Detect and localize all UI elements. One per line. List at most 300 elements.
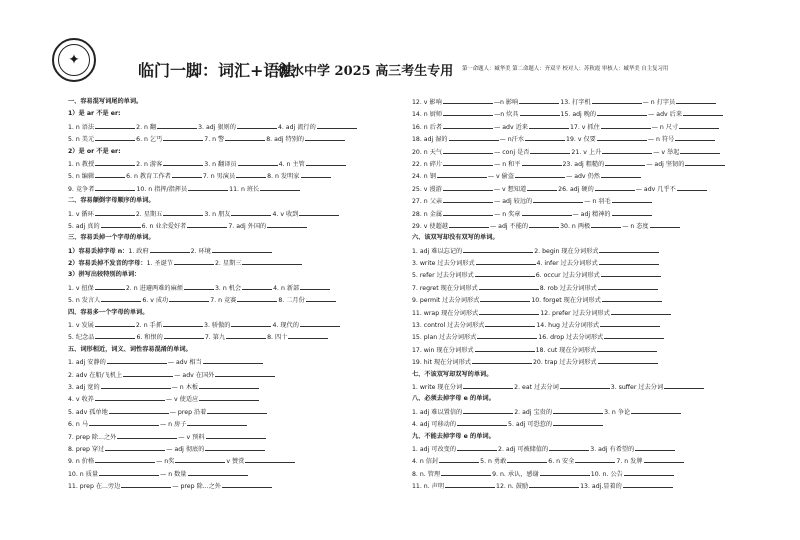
item-label: 2. n 手抓: [135, 322, 163, 330]
answer-blank[interactable]: [685, 158, 725, 166]
item-label: 15. plan 过去分词形式: [412, 334, 477, 342]
item-label: 4. n 主管: [278, 160, 305, 168]
answer-blank[interactable]: [184, 282, 214, 290]
answer-blank[interactable]: [592, 96, 642, 104]
item-label: — adv 相当: [167, 359, 202, 367]
exercise-row: [68, 381, 388, 393]
exercise-row: [68, 257, 388, 269]
answer-blank[interactable]: [479, 282, 539, 290]
answer-blank[interactable]: [623, 480, 673, 488]
section-heading: 二、容易颠倒字母顺序的单词。: [68, 197, 155, 205]
item-label: 20. trap 过去分词形式: [532, 359, 597, 367]
item-label: 24. n 钢: [412, 173, 436, 181]
item-label: 5. n 发言人: [68, 297, 101, 305]
item-label: 2. 环境: [190, 247, 211, 255]
answer-blank[interactable]: [675, 133, 715, 141]
answer-blank[interactable]: [485, 319, 535, 327]
exercise-row: [412, 294, 742, 306]
answer-blank[interactable]: [95, 133, 135, 141]
exercise-row: [412, 245, 742, 257]
answer-blank[interactable]: [522, 158, 562, 166]
answer-blank[interactable]: [601, 269, 661, 277]
item-label: — prep 除...之外: [172, 483, 221, 491]
answer-blank[interactable]: [664, 381, 704, 389]
section-heading: 四、容易多一个字母的单词。: [68, 308, 149, 316]
item-label: — n汗水: [499, 136, 525, 144]
answer-blank[interactable]: [443, 208, 493, 216]
answer-blank[interactable]: [95, 319, 135, 327]
item-label: 1. 政府: [128, 247, 149, 255]
answer-blank[interactable]: [95, 208, 135, 216]
answer-blank[interactable]: [199, 393, 259, 401]
answer-blank[interactable]: [602, 146, 652, 154]
page-subtitle: 衡水中学 2025 高三考生专用: [278, 64, 454, 79]
exercise-row: [412, 356, 742, 368]
answer-blank[interactable]: [605, 158, 645, 166]
answer-blank[interactable]: [476, 257, 536, 265]
answer-blank[interactable]: [472, 356, 532, 364]
item-label: 6. n 教育工作者: [126, 173, 171, 181]
answer-blank[interactable]: [306, 294, 336, 302]
exercise-row: [68, 294, 388, 306]
answer-blank[interactable]: [187, 418, 247, 426]
answer-blank[interactable]: [105, 443, 165, 451]
answer-blank[interactable]: [317, 121, 357, 129]
answer-blank[interactable]: [188, 468, 248, 476]
section-heading: 七、不该双写却双写的单词。: [412, 370, 493, 378]
answer-blank[interactable]: [226, 331, 266, 339]
item-label: 26. adj 硬的: [558, 185, 594, 193]
answer-blank[interactable]: [598, 282, 658, 290]
item-label: 5. 纪念品: [68, 334, 95, 342]
item-label: 1. adj 可改变的: [412, 445, 457, 453]
answer-blank[interactable]: [437, 170, 487, 178]
answer-blank[interactable]: [300, 319, 340, 327]
exercise-row: [412, 121, 742, 133]
item-label: 9. permit 过去分词形式: [412, 297, 480, 305]
item-label: 1. v 循环: [68, 210, 94, 218]
answer-blank[interactable]: [150, 245, 190, 253]
answer-blank[interactable]: [206, 431, 266, 439]
item-label: 11. n. 声明: [412, 483, 445, 491]
exercise-row: [412, 443, 742, 455]
item-label: — n 羽毛: [584, 198, 611, 206]
answer-blank[interactable]: [519, 96, 559, 104]
item-label: 3. n 翻译员: [204, 160, 237, 168]
author-meta: 第一命题人：臧华美 第二命题人：齐双平 校对人：苏秋霞 审核人：臧华美 自主复习用: [462, 66, 669, 72]
item-label: 12. prefer 过去分词形式: [540, 309, 610, 317]
answer-blank[interactable]: [107, 356, 167, 364]
answer-blank[interactable]: [475, 269, 535, 277]
item-label: 5. adj 可恐惹的: [508, 421, 553, 429]
answer-blank[interactable]: [680, 146, 720, 154]
answer-blank[interactable]: [164, 331, 204, 339]
item-label: 14. n 厨师: [412, 111, 443, 119]
answer-blank[interactable]: [163, 133, 203, 141]
item-label: 13. 打字机: [560, 99, 591, 106]
answer-blank[interactable]: [95, 331, 135, 339]
item-label: 2. eat 过去分词: [514, 383, 559, 391]
exercise-row: [68, 331, 388, 343]
answer-blank[interactable]: [477, 331, 537, 339]
item-label: 9. n. 承认，感谢: [492, 470, 539, 478]
answer-blank[interactable]: [443, 96, 493, 104]
answer-blank[interactable]: [95, 170, 125, 178]
item-label: 17. v 抓住: [569, 123, 600, 131]
answer-blank[interactable]: [301, 170, 331, 178]
item-label: 3. adj 有希望的: [590, 445, 635, 453]
item-label: 16. drop 过去分词形式: [538, 334, 604, 342]
answer-blank[interactable]: [591, 220, 621, 228]
answer-blank[interactable]: [533, 195, 583, 203]
answer-blank[interactable]: [677, 183, 707, 191]
exercise-row: [68, 158, 388, 170]
item-label: 17. win 现在分词形式: [412, 346, 474, 354]
answer-blank[interactable]: [553, 406, 603, 414]
answer-blank[interactable]: [463, 381, 513, 389]
item-label: — n 和平: [494, 160, 521, 168]
item-label: 4. v 收养: [68, 396, 94, 404]
answer-blank[interactable]: [443, 108, 493, 116]
item-label: 8. n. 管理: [412, 470, 441, 478]
answer-blank[interactable]: [679, 121, 719, 129]
answer-blank[interactable]: [199, 381, 259, 389]
answer-blank[interactable]: [529, 121, 569, 129]
item-label: 13. adj.显着的: [580, 483, 622, 491]
answer-blank[interactable]: [101, 294, 141, 302]
item-label: 3. adj 宽的: [68, 383, 100, 391]
exercise-row: [412, 158, 742, 170]
exercise-row: [412, 96, 742, 108]
item-label: 1. n 语法: [68, 123, 95, 131]
item-label: 11. prep 在...旁边: [68, 483, 121, 491]
item-label: — v 想知道: [493, 185, 527, 193]
item-label: 27. n 父亲: [412, 198, 443, 206]
exercise-row: [68, 220, 388, 232]
answer-blank[interactable]: [174, 257, 214, 265]
exercise-row: [68, 133, 388, 145]
answer-blank[interactable]: [443, 183, 493, 191]
answer-blank[interactable]: [612, 195, 652, 203]
answer-blank[interactable]: [288, 331, 328, 339]
item-label: — conj 是否: [494, 148, 530, 156]
answer-blank[interactable]: [222, 480, 272, 488]
answer-blank[interactable]: [683, 108, 723, 116]
answer-blank[interactable]: [597, 108, 647, 116]
item-label: 6. n 业余爱好者: [141, 222, 187, 230]
answer-blank[interactable]: [525, 133, 565, 141]
item-label: — prep 沿着: [169, 408, 207, 416]
answer-blank[interactable]: [601, 170, 641, 178]
answer-blank[interactable]: [449, 133, 499, 141]
answer-blank[interactable]: [650, 220, 680, 228]
item-label: — adv 几乎不: [635, 185, 676, 193]
answer-blank[interactable]: [205, 443, 265, 451]
answer-blank[interactable]: [507, 455, 547, 463]
item-label: — v 偷盗: [487, 173, 515, 181]
answer-blank[interactable]: [601, 121, 651, 129]
answer-blank[interactable]: [445, 480, 495, 488]
item-label: 21. v 上升: [571, 148, 602, 156]
item-label: 8. rob 过去分词形式: [539, 284, 597, 292]
answer-blank[interactable]: [123, 369, 173, 377]
item-label: — n 符号: [647, 136, 675, 144]
answer-blank[interactable]: [631, 406, 681, 414]
exercise-row: [412, 269, 742, 281]
answer-blank[interactable]: [95, 121, 135, 129]
answer-blank[interactable]: [236, 170, 266, 178]
answer-blank[interactable]: [169, 294, 209, 302]
item-label: 10. n. 公告: [590, 470, 623, 478]
item-label: 11. n 班长: [229, 185, 260, 193]
section-heading: 九、不能去掉字母 e 的单词。: [412, 432, 495, 440]
answer-blank[interactable]: [439, 455, 479, 463]
answer-blank[interactable]: [549, 443, 589, 451]
answer-blank[interactable]: [530, 146, 570, 154]
item-label: 29. v 使超越: [412, 222, 448, 230]
answer-blank[interactable]: [624, 468, 674, 476]
answer-blank[interactable]: [553, 418, 603, 426]
answer-blank[interactable]: [95, 393, 165, 401]
answer-blank[interactable]: [306, 158, 346, 166]
answer-blank[interactable]: [441, 468, 491, 476]
exercise-row: [412, 455, 742, 467]
answer-blank[interactable]: [242, 282, 272, 290]
answer-blank[interactable]: [599, 257, 659, 265]
exercise-row: [68, 418, 388, 430]
item-label: 7. regret 现在分词形式: [412, 284, 478, 292]
exercise-row: [68, 183, 388, 195]
answer-blank[interactable]: [237, 121, 277, 129]
answer-blank[interactable]: [95, 158, 135, 166]
answer-blank[interactable]: [602, 294, 662, 302]
answer-blank[interactable]: [575, 455, 615, 463]
exercise-row: [412, 108, 742, 120]
answer-blank[interactable]: [305, 133, 345, 141]
answer-blank[interactable]: [242, 257, 302, 265]
item-label: 8. 四十: [267, 334, 288, 342]
item-label: — adv 后来: [648, 111, 683, 119]
item-label: 5. adj 真的: [68, 222, 100, 230]
answer-blank[interactable]: [604, 331, 664, 339]
item-label: 5. adv 孤单地: [68, 408, 108, 416]
answer-blank[interactable]: [443, 121, 493, 129]
answer-blank[interactable]: [188, 183, 228, 191]
exercise-row: [68, 468, 388, 480]
item-label: — adv 在国外: [174, 371, 215, 379]
exercise-row: [412, 468, 742, 480]
answer-blank[interactable]: [163, 208, 203, 216]
answer-blank[interactable]: [599, 245, 659, 253]
section-heading: 三、容易丢掉一个字母的单词。: [68, 234, 155, 242]
answer-blank[interactable]: [463, 245, 533, 253]
answer-blank[interactable]: [231, 208, 271, 216]
item-label: 9. n 价格: [68, 458, 95, 466]
answer-blank[interactable]: [611, 307, 671, 315]
answer-blank[interactable]: [225, 133, 265, 141]
answer-blank[interactable]: [299, 208, 339, 216]
answer-blank[interactable]: [89, 418, 159, 426]
item-label: 7. adj 外国的: [228, 222, 267, 230]
item-label: 8. n 发明家: [267, 173, 300, 181]
item-label: 2. adv 在船/飞机上: [68, 371, 123, 379]
item-label: 3. 骄傲的: [204, 322, 231, 330]
answer-blank[interactable]: [121, 480, 171, 488]
item-label: 7. n 发牌: [616, 458, 643, 466]
answer-blank[interactable]: [109, 406, 169, 414]
answer-blank[interactable]: [157, 121, 197, 129]
item-label: 6. n 乞丐: [136, 136, 163, 144]
answer-blank[interactable]: [527, 183, 557, 191]
answer-blank[interactable]: [522, 208, 572, 216]
exercise-row: [68, 319, 388, 331]
answer-blank[interactable]: [101, 220, 141, 228]
item-label: — n奖: [156, 458, 175, 466]
answer-blank[interactable]: [238, 158, 278, 166]
item-label: 13. control 过去分词形式: [412, 322, 485, 330]
item-label: 9. 竞争者: [68, 185, 95, 193]
answer-blank[interactable]: [117, 431, 177, 439]
exercise-row: [68, 282, 388, 294]
exercise-row: [68, 431, 388, 443]
item-label: 19. v 仅要: [566, 136, 596, 144]
answer-blank[interactable]: [520, 108, 560, 116]
item-label: — n 尺寸: [651, 123, 679, 131]
item-label: 1. v 发展: [68, 322, 94, 330]
item-label: 5. n 美元: [68, 136, 95, 144]
answer-blank[interactable]: [187, 220, 227, 228]
item-label: 2. n 进避两难的麻烦: [125, 284, 183, 292]
exercise-row: [412, 282, 742, 294]
answer-blank[interactable]: [560, 381, 610, 389]
item-label: — v 预料: [178, 433, 205, 441]
answer-blank[interactable]: [95, 282, 125, 290]
answer-blank[interactable]: [529, 220, 559, 228]
subsection-heading: 2）是 or 不是 er:: [68, 147, 121, 155]
answer-blank[interactable]: [237, 294, 277, 302]
item-label: 7. prep 除...之外: [68, 433, 117, 441]
item-label: 20. n 天气: [412, 148, 443, 156]
item-label: 25. v 漫游: [412, 185, 442, 193]
answer-blank[interactable]: [443, 158, 493, 166]
answer-blank[interactable]: [101, 381, 171, 389]
answer-blank[interactable]: [95, 183, 135, 191]
item-label: 4. n 新部: [273, 284, 300, 292]
item-label: 1. v 扭保: [68, 284, 94, 292]
answer-blank[interactable]: [260, 183, 300, 191]
answer-blank[interactable]: [479, 307, 539, 315]
answer-blank[interactable]: [457, 418, 507, 426]
item-label: 7. n 男演员: [202, 173, 236, 181]
item-label: 23. adj 粗糙的: [562, 160, 605, 168]
exercise-row: [412, 195, 742, 207]
answer-blank[interactable]: [676, 96, 716, 104]
item-label: — v 举起: [653, 148, 680, 156]
item-label: 2）容易丢掉不发音的字母：: [68, 260, 147, 268]
answer-blank[interactable]: [597, 344, 657, 352]
item-label: 16. n 后者: [412, 123, 443, 131]
answer-blank[interactable]: [595, 183, 635, 191]
exercise-row: [412, 257, 742, 269]
item-label: 5. n 编辑: [68, 173, 95, 181]
item-label: 8. adj 特别的: [266, 136, 305, 144]
answer-blank[interactable]: [475, 344, 535, 352]
answer-blank[interactable]: [95, 455, 155, 463]
answer-blank[interactable]: [457, 443, 497, 451]
section-heading: 一、容易混写词尾的单词。: [68, 98, 143, 105]
exercise-row: [412, 418, 742, 430]
item-label: — adj 精神的: [572, 210, 611, 218]
answer-blank[interactable]: [480, 294, 530, 302]
item-label: 4. adj 可移动的: [412, 421, 457, 429]
item-label: v 赞赏: [226, 458, 245, 466]
item-label: 2. n 游客: [136, 160, 163, 168]
answer-blank[interactable]: [443, 195, 493, 203]
answer-blank[interactable]: [612, 208, 652, 216]
answer-blank[interactable]: [540, 468, 590, 476]
answer-blank[interactable]: [99, 468, 159, 476]
exercise-row: [412, 133, 742, 145]
answer-blank[interactable]: [635, 443, 675, 451]
left-column: [68, 96, 388, 493]
answer-blank[interactable]: [529, 480, 579, 488]
page-title: 临门一脚：词汇+语法: [138, 61, 296, 80]
answer-blank[interactable]: [449, 220, 489, 228]
item-label: 10. n 指挥/指挥员: [136, 185, 188, 193]
item-label: 10. n 质量: [68, 470, 99, 478]
item-label: 7. n 竞赛: [210, 297, 237, 305]
item-label: — adv 近来: [494, 123, 528, 131]
answer-blank[interactable]: [245, 455, 295, 463]
answer-blank[interactable]: [215, 369, 275, 377]
exercise-row: [68, 393, 388, 405]
item-label: 1. 圣诞节: [146, 260, 173, 268]
item-label: — adv 仍然: [566, 173, 600, 181]
answer-blank[interactable]: [212, 245, 272, 253]
answer-blank[interactable]: [515, 170, 565, 178]
answer-blank[interactable]: [163, 158, 203, 166]
answer-blank[interactable]: [207, 406, 267, 414]
subsection-heading: 1）是 ar 不是 er:: [68, 110, 121, 118]
exercise-row: [68, 121, 388, 133]
answer-blank[interactable]: [644, 455, 684, 463]
exercise-row: [412, 183, 742, 195]
item-label: 4. v 收到: [272, 210, 299, 218]
answer-blank[interactable]: [267, 220, 307, 228]
answer-blank[interactable]: [231, 319, 271, 327]
answer-blank[interactable]: [163, 319, 203, 327]
item-label: 6. v 成功: [142, 297, 169, 305]
answer-blank[interactable]: [463, 406, 513, 414]
exercise-row: [68, 443, 388, 455]
item-label: 3. adj 狠则的: [198, 123, 236, 131]
answer-blank[interactable]: [172, 170, 202, 178]
answer-blank[interactable]: [597, 133, 647, 141]
answer-blank[interactable]: [598, 356, 658, 364]
school-logo: [52, 38, 96, 82]
answer-blank[interactable]: [600, 319, 660, 327]
item-label: — n 房子: [159, 421, 187, 429]
item-label: —n 影响: [493, 99, 519, 106]
answer-blank[interactable]: [443, 146, 493, 154]
item-label: — n 打字员: [642, 99, 676, 106]
item-label: 6. 和恨的: [136, 334, 163, 342]
answer-blank[interactable]: [203, 356, 263, 364]
answer-blank[interactable]: [300, 282, 330, 290]
exercise-row: [68, 208, 388, 220]
item-label: 3. n 争论: [604, 408, 631, 416]
answer-blank[interactable]: [175, 455, 225, 463]
